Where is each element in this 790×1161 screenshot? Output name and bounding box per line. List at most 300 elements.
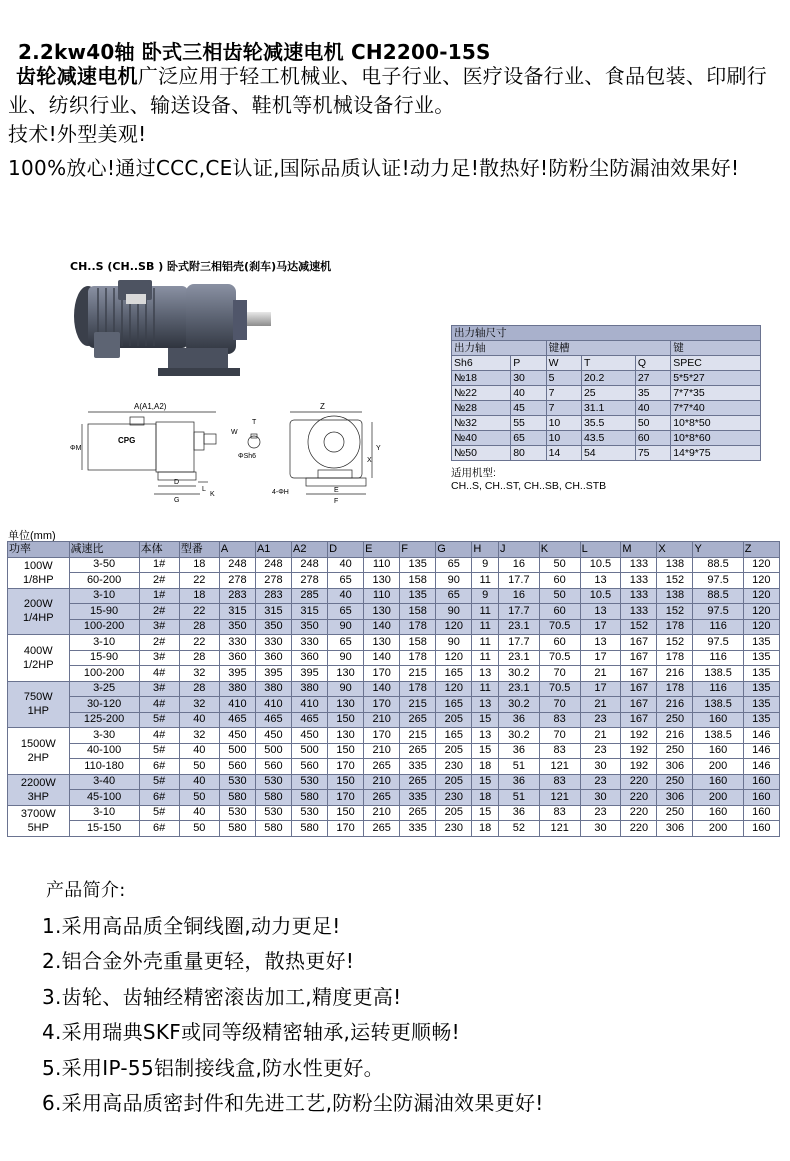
dim-label-phi-sh: ΦSh6 <box>238 453 257 460</box>
power-value: 100W <box>23 559 53 572</box>
shaft-table-cell: 45 <box>511 401 546 416</box>
table-cell: 278 <box>292 573 328 589</box>
intro-paragraph-1 <box>8 62 786 120</box>
table-header-cell: H <box>472 542 499 558</box>
table-cell: 220 <box>621 821 657 837</box>
table-cell: 50 <box>179 759 219 775</box>
power-value: 2HP <box>27 751 49 764</box>
table-cell: 138 <box>657 557 693 573</box>
table-cell: 178 <box>657 619 693 635</box>
table-cell: 178 <box>657 650 693 666</box>
shaft-header-cell: P <box>511 356 546 371</box>
table-cell: 152 <box>621 619 657 635</box>
table-header-cell: 本体 <box>139 542 179 558</box>
power-cell <box>8 681 70 728</box>
dim-label-g: G <box>174 497 180 504</box>
table-cell: 40 <box>179 774 219 790</box>
table-cell: 97.5 <box>693 573 743 589</box>
table-cell: 30 <box>580 790 621 806</box>
shaft-table-cell: 10 <box>546 416 581 431</box>
table-cell: 83 <box>539 743 580 759</box>
table-cell: 306 <box>657 821 693 837</box>
table-cell: 210 <box>364 712 400 728</box>
table-cell: 170 <box>364 666 400 682</box>
shaft-table-cell: 55 <box>511 416 546 431</box>
table-cell: 380 <box>255 681 291 697</box>
table-cell: 410 <box>219 697 255 713</box>
table-cell: 13 <box>472 666 499 682</box>
table-row <box>8 573 780 589</box>
table-row <box>8 681 780 697</box>
dim-label-e: E <box>334 487 339 494</box>
table-cell: 580 <box>292 821 328 837</box>
shaft-header-cell: SPEC <box>671 356 761 371</box>
shaft-table-cell: 7*7*40 <box>671 401 761 416</box>
table-cell: 40 <box>179 805 219 821</box>
table-cell: 3-30 <box>69 728 139 744</box>
table-cell: 3-40 <box>69 774 139 790</box>
diagram-title: CH..S (CH..SB ) 卧式附三相铝壳(刹车)马达减速机 <box>70 260 332 273</box>
table-cell: 167 <box>621 635 657 651</box>
table-cell: 90 <box>328 650 364 666</box>
table-cell: 120 <box>743 557 779 573</box>
table-cell: 30-120 <box>69 697 139 713</box>
table-row <box>8 697 780 713</box>
table-cell: 150 <box>328 774 364 790</box>
power-cell <box>8 805 70 836</box>
table-cell: 283 <box>255 588 291 604</box>
power-value: 2200W <box>20 776 56 789</box>
table-cell: 13 <box>580 573 621 589</box>
table-cell: 205 <box>436 805 472 821</box>
table-cell: 500 <box>219 743 255 759</box>
table-cell: 120 <box>743 619 779 635</box>
shaft-table-cell: 65 <box>511 431 546 446</box>
table-cell: 65 <box>436 557 472 573</box>
table-cell: 70.5 <box>539 650 580 666</box>
table-header-cell: X <box>657 542 693 558</box>
table-cell: 150 <box>328 712 364 728</box>
table-cell: 135 <box>743 712 779 728</box>
table-cell: 210 <box>364 774 400 790</box>
shaft-table-row <box>452 416 761 431</box>
table-cell: 116 <box>693 619 743 635</box>
table-cell: 158 <box>400 604 436 620</box>
table-cell: 580 <box>219 821 255 837</box>
table-cell: 138 <box>657 588 693 604</box>
table-cell: 215 <box>400 697 436 713</box>
table-cell: 167 <box>621 650 657 666</box>
table-row <box>8 666 780 682</box>
power-value: 1HP <box>27 705 49 718</box>
table-cell: 360 <box>255 650 291 666</box>
side-view-drawing <box>82 412 216 494</box>
table-cell: 23 <box>580 774 621 790</box>
table-row <box>8 712 780 728</box>
table-cell: 9 <box>472 588 499 604</box>
table-header-cell: Z <box>743 542 779 558</box>
power-value: 750W <box>23 691 53 704</box>
table-cell: 306 <box>657 759 693 775</box>
table-cell: 70.5 <box>539 681 580 697</box>
table-cell: 135 <box>743 681 779 697</box>
feature-item: 2.铝合金外壳重量更轻，散热更好! <box>42 949 355 973</box>
shaft-header-cell: W <box>546 356 581 371</box>
shaft-table-cell: 60 <box>635 431 670 446</box>
table-cell: 220 <box>621 774 657 790</box>
table-header-cell: A2 <box>292 542 328 558</box>
shaft-table-cell: 50 <box>635 416 670 431</box>
shaft-table-cell: 43.5 <box>581 431 635 446</box>
table-cell: 315 <box>255 604 291 620</box>
table-cell: 135 <box>743 697 779 713</box>
table-cell: 60 <box>539 573 580 589</box>
table-cell: 530 <box>292 774 328 790</box>
table-cell: 17 <box>580 619 621 635</box>
table-cell: 22 <box>179 635 219 651</box>
table-header-cell: 功率 <box>8 542 70 558</box>
table-cell: 135 <box>400 588 436 604</box>
table-cell: 410 <box>292 697 328 713</box>
table-cell: 52 <box>498 821 539 837</box>
table-cell: 580 <box>255 821 291 837</box>
table-cell: 5# <box>139 712 179 728</box>
table-cell: 23 <box>580 712 621 728</box>
table-cell: 70 <box>539 728 580 744</box>
shaft-table-cell: 35 <box>635 386 670 401</box>
table-cell: 350 <box>255 619 291 635</box>
table-cell: 11 <box>472 604 499 620</box>
table-cell: 133 <box>621 573 657 589</box>
table-cell: 3# <box>139 619 179 635</box>
table-cell: 152 <box>657 573 693 589</box>
table-cell: 580 <box>292 790 328 806</box>
table-cell: 192 <box>621 743 657 759</box>
table-cell: 215 <box>400 728 436 744</box>
intro-lead: 齿轮减速电机 <box>16 64 138 88</box>
table-cell: 360 <box>292 650 328 666</box>
table-cell: 120 <box>436 681 472 697</box>
table-cell: 465 <box>255 712 291 728</box>
table-row <box>8 759 780 775</box>
table-cell: 265 <box>364 759 400 775</box>
dim-label-z: Z <box>320 402 325 411</box>
feature-item: 1.采用高品质全铜线圈,动力更足! <box>42 913 341 938</box>
unit-label: 单位(mm) <box>8 530 56 542</box>
shaft-table-cell: 27 <box>635 371 670 386</box>
power-value: 1/8HP <box>22 573 54 586</box>
shaft-table-body <box>452 371 761 461</box>
table-cell: 530 <box>219 774 255 790</box>
table-cell: 335 <box>400 759 436 775</box>
table-cell: 15-90 <box>69 650 139 666</box>
table-cell: 146 <box>743 759 779 775</box>
shaft-table-cell: 7 <box>546 401 581 416</box>
table-cell: 32 <box>179 666 219 682</box>
table-cell: 167 <box>621 697 657 713</box>
shaft-group-key: 键 <box>671 341 761 356</box>
table-cell: 18 <box>179 557 219 573</box>
table-cell: 70.5 <box>539 619 580 635</box>
power-cell <box>8 635 70 682</box>
table-cell: 15 <box>472 743 499 759</box>
table-cell: 50 <box>179 821 219 837</box>
table-cell: 220 <box>621 805 657 821</box>
table-header-cell: M <box>621 542 657 558</box>
table-cell: 40-100 <box>69 743 139 759</box>
table-cell: 135 <box>743 666 779 682</box>
table-cell: 10.5 <box>580 588 621 604</box>
table-cell: 17.7 <box>498 604 539 620</box>
table-cell: 130 <box>328 728 364 744</box>
table-cell: 36 <box>498 743 539 759</box>
table-cell: 330 <box>292 635 328 651</box>
table-cell: 265 <box>364 821 400 837</box>
table-cell: 130 <box>364 604 400 620</box>
table-cell: 178 <box>657 681 693 697</box>
table-cell: 15-90 <box>69 604 139 620</box>
table-cell: 17.7 <box>498 573 539 589</box>
table-cell: 30.2 <box>498 697 539 713</box>
table-row <box>8 557 780 573</box>
table-cell: 90 <box>328 619 364 635</box>
table-cell: 500 <box>292 743 328 759</box>
table-cell: 170 <box>328 759 364 775</box>
power-value: 3700W <box>20 807 56 820</box>
table-cell: 22 <box>179 604 219 620</box>
table-cell: 278 <box>219 573 255 589</box>
table-cell: 83 <box>539 774 580 790</box>
table-cell: 23.1 <box>498 650 539 666</box>
table-cell: 28 <box>179 619 219 635</box>
table-cell: 560 <box>292 759 328 775</box>
table-cell: 3-10 <box>69 805 139 821</box>
shaft-table-caption: 出力轴尺寸 <box>452 326 761 341</box>
table-cell: 60-200 <box>69 573 139 589</box>
table-cell: 230 <box>436 821 472 837</box>
table-cell: 410 <box>255 697 291 713</box>
table-cell: 380 <box>292 681 328 697</box>
table-cell: 146 <box>743 728 779 744</box>
table-cell: 65 <box>328 635 364 651</box>
feature-item: 5.采用IP-55铝制接线盒,防水性更好。 <box>42 1055 384 1080</box>
table-cell: 40 <box>179 743 219 759</box>
table-cell: 3-10 <box>69 635 139 651</box>
table-header-cell: J <box>498 542 539 558</box>
table-cell: 135 <box>743 635 779 651</box>
table-cell: 250 <box>657 805 693 821</box>
table-cell: 5# <box>139 805 179 821</box>
table-cell: 530 <box>292 805 328 821</box>
table-cell: 395 <box>255 666 291 682</box>
dim-label-d: D <box>174 479 180 486</box>
table-cell: 15-150 <box>69 821 139 837</box>
shaft-table-cell: №32 <box>452 416 511 431</box>
table-cell: 178 <box>400 619 436 635</box>
dimension-table-body <box>8 557 780 836</box>
table-row <box>8 650 780 666</box>
shaft-group-shaft: 出力轴 <box>452 341 547 356</box>
table-cell: 32 <box>179 728 219 744</box>
table-cell: 125-200 <box>69 712 139 728</box>
table-cell: 110 <box>364 588 400 604</box>
shaft-table-cell: 80 <box>511 446 546 461</box>
table-row <box>8 728 780 744</box>
table-cell: 530 <box>255 774 291 790</box>
table-cell: 17.7 <box>498 635 539 651</box>
dimension-table-header <box>8 542 780 558</box>
table-cell: 30.2 <box>498 728 539 744</box>
table-cell: 160 <box>693 805 743 821</box>
table-cell: 450 <box>219 728 255 744</box>
table-cell: 160 <box>743 821 779 837</box>
table-cell: 116 <box>693 650 743 666</box>
table-cell: 120 <box>743 588 779 604</box>
table-cell: 150 <box>328 805 364 821</box>
table-cell: 265 <box>400 774 436 790</box>
table-cell: 17 <box>580 650 621 666</box>
table-cell: 165 <box>436 728 472 744</box>
shaft-group-keyway: 键槽 <box>546 341 671 356</box>
shaft-table-cell: №50 <box>452 446 511 461</box>
table-cell: 11 <box>472 681 499 697</box>
table-cell: 335 <box>400 790 436 806</box>
table-cell: 97.5 <box>693 604 743 620</box>
table-cell: 121 <box>539 790 580 806</box>
table-cell: 167 <box>621 681 657 697</box>
table-cell: 170 <box>364 697 400 713</box>
table-cell: 560 <box>219 759 255 775</box>
table-header-cell: E <box>364 542 400 558</box>
shaft-table-cell: 40 <box>511 386 546 401</box>
table-cell: 200 <box>693 759 743 775</box>
table-cell: 11 <box>472 650 499 666</box>
table-cell: 152 <box>657 604 693 620</box>
table-cell: 6# <box>139 759 179 775</box>
table-cell: 121 <box>539 759 580 775</box>
dim-label-y: Y <box>376 445 381 452</box>
table-cell: 170 <box>328 790 364 806</box>
dim-label-a: A(A1,A2) <box>134 402 167 411</box>
table-cell: 50 <box>179 790 219 806</box>
shaft-table-row <box>452 386 761 401</box>
table-cell: 306 <box>657 790 693 806</box>
table-cell: 178 <box>400 681 436 697</box>
shaft-table-cell: 30 <box>511 371 546 386</box>
table-cell: 146 <box>743 743 779 759</box>
power-cell <box>8 557 70 588</box>
table-cell: 350 <box>219 619 255 635</box>
table-cell: 248 <box>219 557 255 573</box>
brand-logo: CPG <box>118 436 136 445</box>
table-cell: 133 <box>621 557 657 573</box>
table-cell: 121 <box>539 821 580 837</box>
feature-item: 4.采用瑞典SKF或同等级精密轴承,运转更顺畅! <box>42 1020 460 1044</box>
table-cell: 51 <box>498 759 539 775</box>
table-cell: 97.5 <box>693 635 743 651</box>
table-header-cell: A1 <box>255 542 291 558</box>
table-cell: 216 <box>657 666 693 682</box>
table-cell: 21 <box>580 666 621 682</box>
table-cell: 210 <box>364 743 400 759</box>
table-cell: 160 <box>693 743 743 759</box>
table-cell: 30.2 <box>498 666 539 682</box>
table-cell: 158 <box>400 635 436 651</box>
table-cell: 6# <box>139 790 179 806</box>
table-row <box>8 774 780 790</box>
table-cell: 30 <box>580 759 621 775</box>
table-cell: 278 <box>255 573 291 589</box>
table-cell: 335 <box>400 821 436 837</box>
table-cell: 6# <box>139 821 179 837</box>
table-cell: 500 <box>255 743 291 759</box>
table-row <box>8 619 780 635</box>
table-cell: 120 <box>436 619 472 635</box>
table-cell: 350 <box>292 619 328 635</box>
table-cell: 3# <box>139 650 179 666</box>
table-cell: 395 <box>219 666 255 682</box>
shaft-table-cell: №18 <box>452 371 511 386</box>
table-cell: 50 <box>539 588 580 604</box>
table-cell: 265 <box>400 712 436 728</box>
table-cell: 36 <box>498 774 539 790</box>
table-cell: 28 <box>179 681 219 697</box>
power-cell <box>8 588 70 635</box>
power-value: 1/4HP <box>22 612 54 625</box>
table-cell: 70 <box>539 697 580 713</box>
table-cell: 83 <box>539 805 580 821</box>
table-cell: 140 <box>364 681 400 697</box>
table-cell: 4# <box>139 697 179 713</box>
table-cell: 16 <box>498 557 539 573</box>
table-cell: 110-180 <box>69 759 139 775</box>
table-row <box>8 588 780 604</box>
table-cell: 160 <box>693 712 743 728</box>
shaft-table-cell: 10 <box>546 431 581 446</box>
table-cell: 3-50 <box>69 557 139 573</box>
table-cell: 170 <box>328 821 364 837</box>
table-cell: 160 <box>743 805 779 821</box>
table-cell: 17 <box>580 681 621 697</box>
table-cell: 90 <box>436 573 472 589</box>
shaft-table-row <box>452 446 761 461</box>
table-row <box>8 790 780 806</box>
table-cell: 120 <box>743 573 779 589</box>
table-cell: 18 <box>472 759 499 775</box>
table-cell: 83 <box>539 712 580 728</box>
intro-paragraph-3: 100%放心!通过CCC,CE认证,国际品质认证!动力足!散热好!防粉尘防漏油效果好! <box>8 156 740 180</box>
table-cell: 192 <box>621 759 657 775</box>
table-cell: 200 <box>693 790 743 806</box>
shaft-table-cell: 5 <box>546 371 581 386</box>
shaft-table-cell: 14 <box>546 446 581 461</box>
table-cell: 40 <box>328 557 364 573</box>
table-cell: 250 <box>657 712 693 728</box>
applicable-models-label: 适用机型: <box>451 467 496 479</box>
table-cell: 205 <box>436 743 472 759</box>
table-row <box>8 821 780 837</box>
table-cell: 32 <box>179 697 219 713</box>
table-cell: 395 <box>292 666 328 682</box>
table-cell: 60 <box>539 604 580 620</box>
table-cell: 192 <box>621 728 657 744</box>
table-header-cell: 减速比 <box>69 542 139 558</box>
dim-label-l: L <box>202 486 206 493</box>
page-title: 2.2kw40轴 卧式三相齿轮减速电机 CH2200-15S <box>18 40 491 64</box>
table-cell: 2# <box>139 604 179 620</box>
table-row <box>8 805 780 821</box>
table-cell: 330 <box>255 635 291 651</box>
